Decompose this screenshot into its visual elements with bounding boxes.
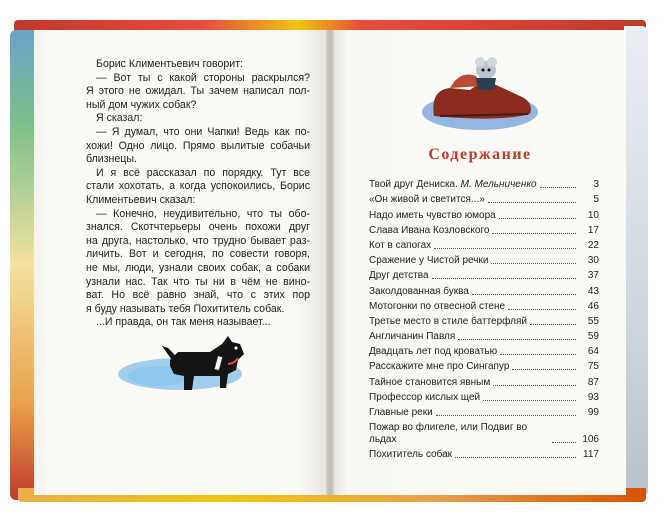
story-line: ный дом чужих собак? [86, 98, 197, 111]
toc-entry [369, 328, 599, 343]
toc-leader-dots [499, 218, 576, 219]
toc-entry-title-text: Кот в сапогах [369, 239, 432, 251]
scottie-dog-illustration [118, 330, 258, 400]
toc-entry-page: 75 [587, 361, 599, 373]
toc-leader-dots [552, 442, 576, 443]
toc-entry-title-text: Третье место в стиле баттерфляй [369, 315, 527, 327]
toc-entry-page: 5 [593, 194, 599, 206]
toc-entry-title [369, 407, 433, 419]
toc-entry [369, 419, 599, 446]
toc-leader-dots [455, 457, 576, 458]
toc-entry [369, 191, 599, 206]
toc-leader-dots [458, 339, 576, 340]
shoe-icon [420, 50, 540, 140]
toc-entry-title-text: Двадцать лет под кроватью [369, 346, 498, 358]
toc-entry-page: 106 [582, 434, 599, 445]
toc-entry-page: 17 [587, 224, 599, 236]
toc-entry-title-text: Мотогонки по отвесной стене [369, 300, 506, 312]
toc-entry-title [369, 179, 537, 191]
toc-entry-title-text: Расскажите мне про Сингапур [369, 361, 510, 373]
toc-entry [369, 267, 599, 282]
story-line: — Вот ты с какой стороны раскрылся? [96, 71, 310, 84]
toc-entry-title [369, 286, 469, 298]
story-line: я буду называть тебя Похититель собак. [86, 302, 285, 315]
toc-leader-dots [491, 263, 576, 264]
toc-leader-dots [472, 294, 576, 295]
toc-entry-title [369, 346, 497, 358]
table-of-contents [369, 176, 599, 461]
toc-leader-dots [492, 233, 576, 234]
story-line: — Конечно, неудивительно, что ты обо- [96, 207, 310, 220]
book-gutter [326, 30, 334, 495]
story-line: на друга, настолько, что трудно бывает раз- [86, 234, 310, 247]
toc-entry-page: 43 [587, 285, 599, 297]
book-cover-right-edge [624, 26, 648, 496]
toc-entry-title [369, 270, 429, 282]
toc-entry-title [369, 225, 489, 237]
toc-leader-dots [512, 369, 576, 370]
toc-entry-page: 3 [593, 179, 599, 191]
story-line: Я этого не ожидал. Ты зачем написал пол- [86, 85, 310, 98]
toc-leader-dots [432, 278, 576, 279]
toc-entry-title-text: Профессор кислых щей [369, 391, 481, 403]
toc-entry-page: 99 [587, 407, 599, 418]
toc-entry-title-text: Главные реки [369, 407, 433, 418]
toc-entry [369, 176, 599, 191]
toc-entry-page: 59 [587, 331, 599, 343]
toc-leader-dots [483, 400, 576, 401]
toc-entry-title [369, 240, 431, 252]
toc-entry [369, 373, 599, 388]
story-line: ват. Но всё равно знай, что с этих пор [86, 289, 310, 302]
toc-entry-title-text: Похититель собак [369, 449, 453, 461]
toc-entry [369, 313, 599, 328]
toc-entry-page: 87 [587, 376, 599, 388]
toc-entry-title [369, 316, 527, 328]
toc-entry-page: 37 [587, 270, 599, 282]
toc-entry-page: 93 [587, 391, 599, 403]
toc-entry-title [369, 194, 485, 206]
toc-leader-dots [530, 324, 576, 325]
toc-leader-dots [434, 248, 576, 249]
toc-entry [369, 446, 599, 461]
story-line: личить. Вот и сегодня, по совести говоря, [86, 248, 310, 261]
toc-entry-title [369, 255, 488, 267]
toc-entry-title [369, 210, 496, 222]
toc-entry [369, 206, 599, 221]
toc-entry-title [369, 301, 505, 313]
story-line: узнали нас. Так что ты ни в чём не вино- [86, 275, 310, 288]
toc-entry-page: 30 [587, 255, 599, 267]
story-line: знался. Скотчтерьеры очень похожи друг [86, 221, 310, 234]
toc-entry-title [369, 392, 480, 404]
toc-entry-title-text: «Он живой и светится...» [369, 194, 485, 206]
story-line: не мы, люди, узнали своих собак, а собаки [86, 261, 310, 274]
toc-leader-dots [508, 309, 576, 310]
toc-entry-title-text: Сражение у Чистой речки [369, 255, 489, 267]
toc-leader-dots [488, 202, 576, 203]
toc-entry-title [369, 331, 455, 343]
toc-entry-title-text: Тайное становится явным [369, 376, 491, 388]
toc-entry-title [369, 377, 490, 389]
toc-entry-title-text: Заколдованная буква [369, 285, 469, 297]
story-line: стали хохотать, а когда успокоились, Борис [86, 180, 310, 193]
story-line: близнецы. [86, 153, 137, 166]
toc-entry [369, 252, 599, 267]
toc-entry [369, 298, 599, 313]
toc-entry-title [369, 449, 452, 461]
toc-entry-author: М. Мельниченко [460, 179, 537, 191]
toc-leader-dots [500, 354, 576, 355]
story-line: хожи! Одно лицо. Прямо вылитые собачьи [86, 139, 310, 152]
toc-entry [369, 358, 599, 373]
toc-entry-page: 46 [587, 300, 599, 312]
scottie-dog-icon [118, 330, 258, 400]
toc-entry [369, 237, 599, 252]
toc-entry-title [369, 361, 509, 373]
toc-entry-title-text: Слава Ивана Козловского [369, 224, 490, 236]
shoe-illustration [420, 50, 540, 140]
story-line: — Я думал, что они Чапки! Ведь как по- [96, 125, 310, 138]
toc-entry [369, 343, 599, 358]
toc-title: Содержание [428, 146, 532, 163]
toc-entry-title-text: Друг детства [369, 270, 429, 282]
story-line: Борис Климентьевич говорит: [96, 58, 243, 70]
story-line: Я сказал: [96, 112, 143, 125]
toc-entry [369, 389, 599, 404]
toc-entry [369, 222, 599, 237]
toc-entry-page: 64 [587, 346, 599, 358]
story-line: И я всё рассказал по порядку. Тут все [96, 166, 310, 179]
toc-entry-title-text: Англичанин Павля [369, 331, 456, 343]
toc-entry-page: 22 [587, 239, 599, 251]
toc-entry-title [369, 422, 549, 446]
toc-leader-dots [436, 415, 576, 416]
toc-entry-page: 10 [587, 209, 599, 221]
toc-entry [369, 404, 599, 419]
story-line: ...И правда, он так меня называет... [96, 316, 271, 329]
toc-entry-page: 55 [587, 315, 599, 327]
toc-entry-title-text: Надо иметь чувство юмора [369, 209, 496, 221]
story-line: Климентьевич сказал: [86, 193, 196, 206]
toc-leader-dots [493, 385, 576, 386]
toc-entry [369, 282, 599, 297]
story-text [86, 58, 310, 330]
toc-entry-title-text: Твой друг Дениска. [369, 179, 458, 191]
toc-leader-dots [540, 187, 576, 188]
toc-entry-title-text: Пожар во флигеле, или Подвиг во льдах [369, 422, 528, 445]
toc-entry-page: 117 [583, 449, 599, 461]
